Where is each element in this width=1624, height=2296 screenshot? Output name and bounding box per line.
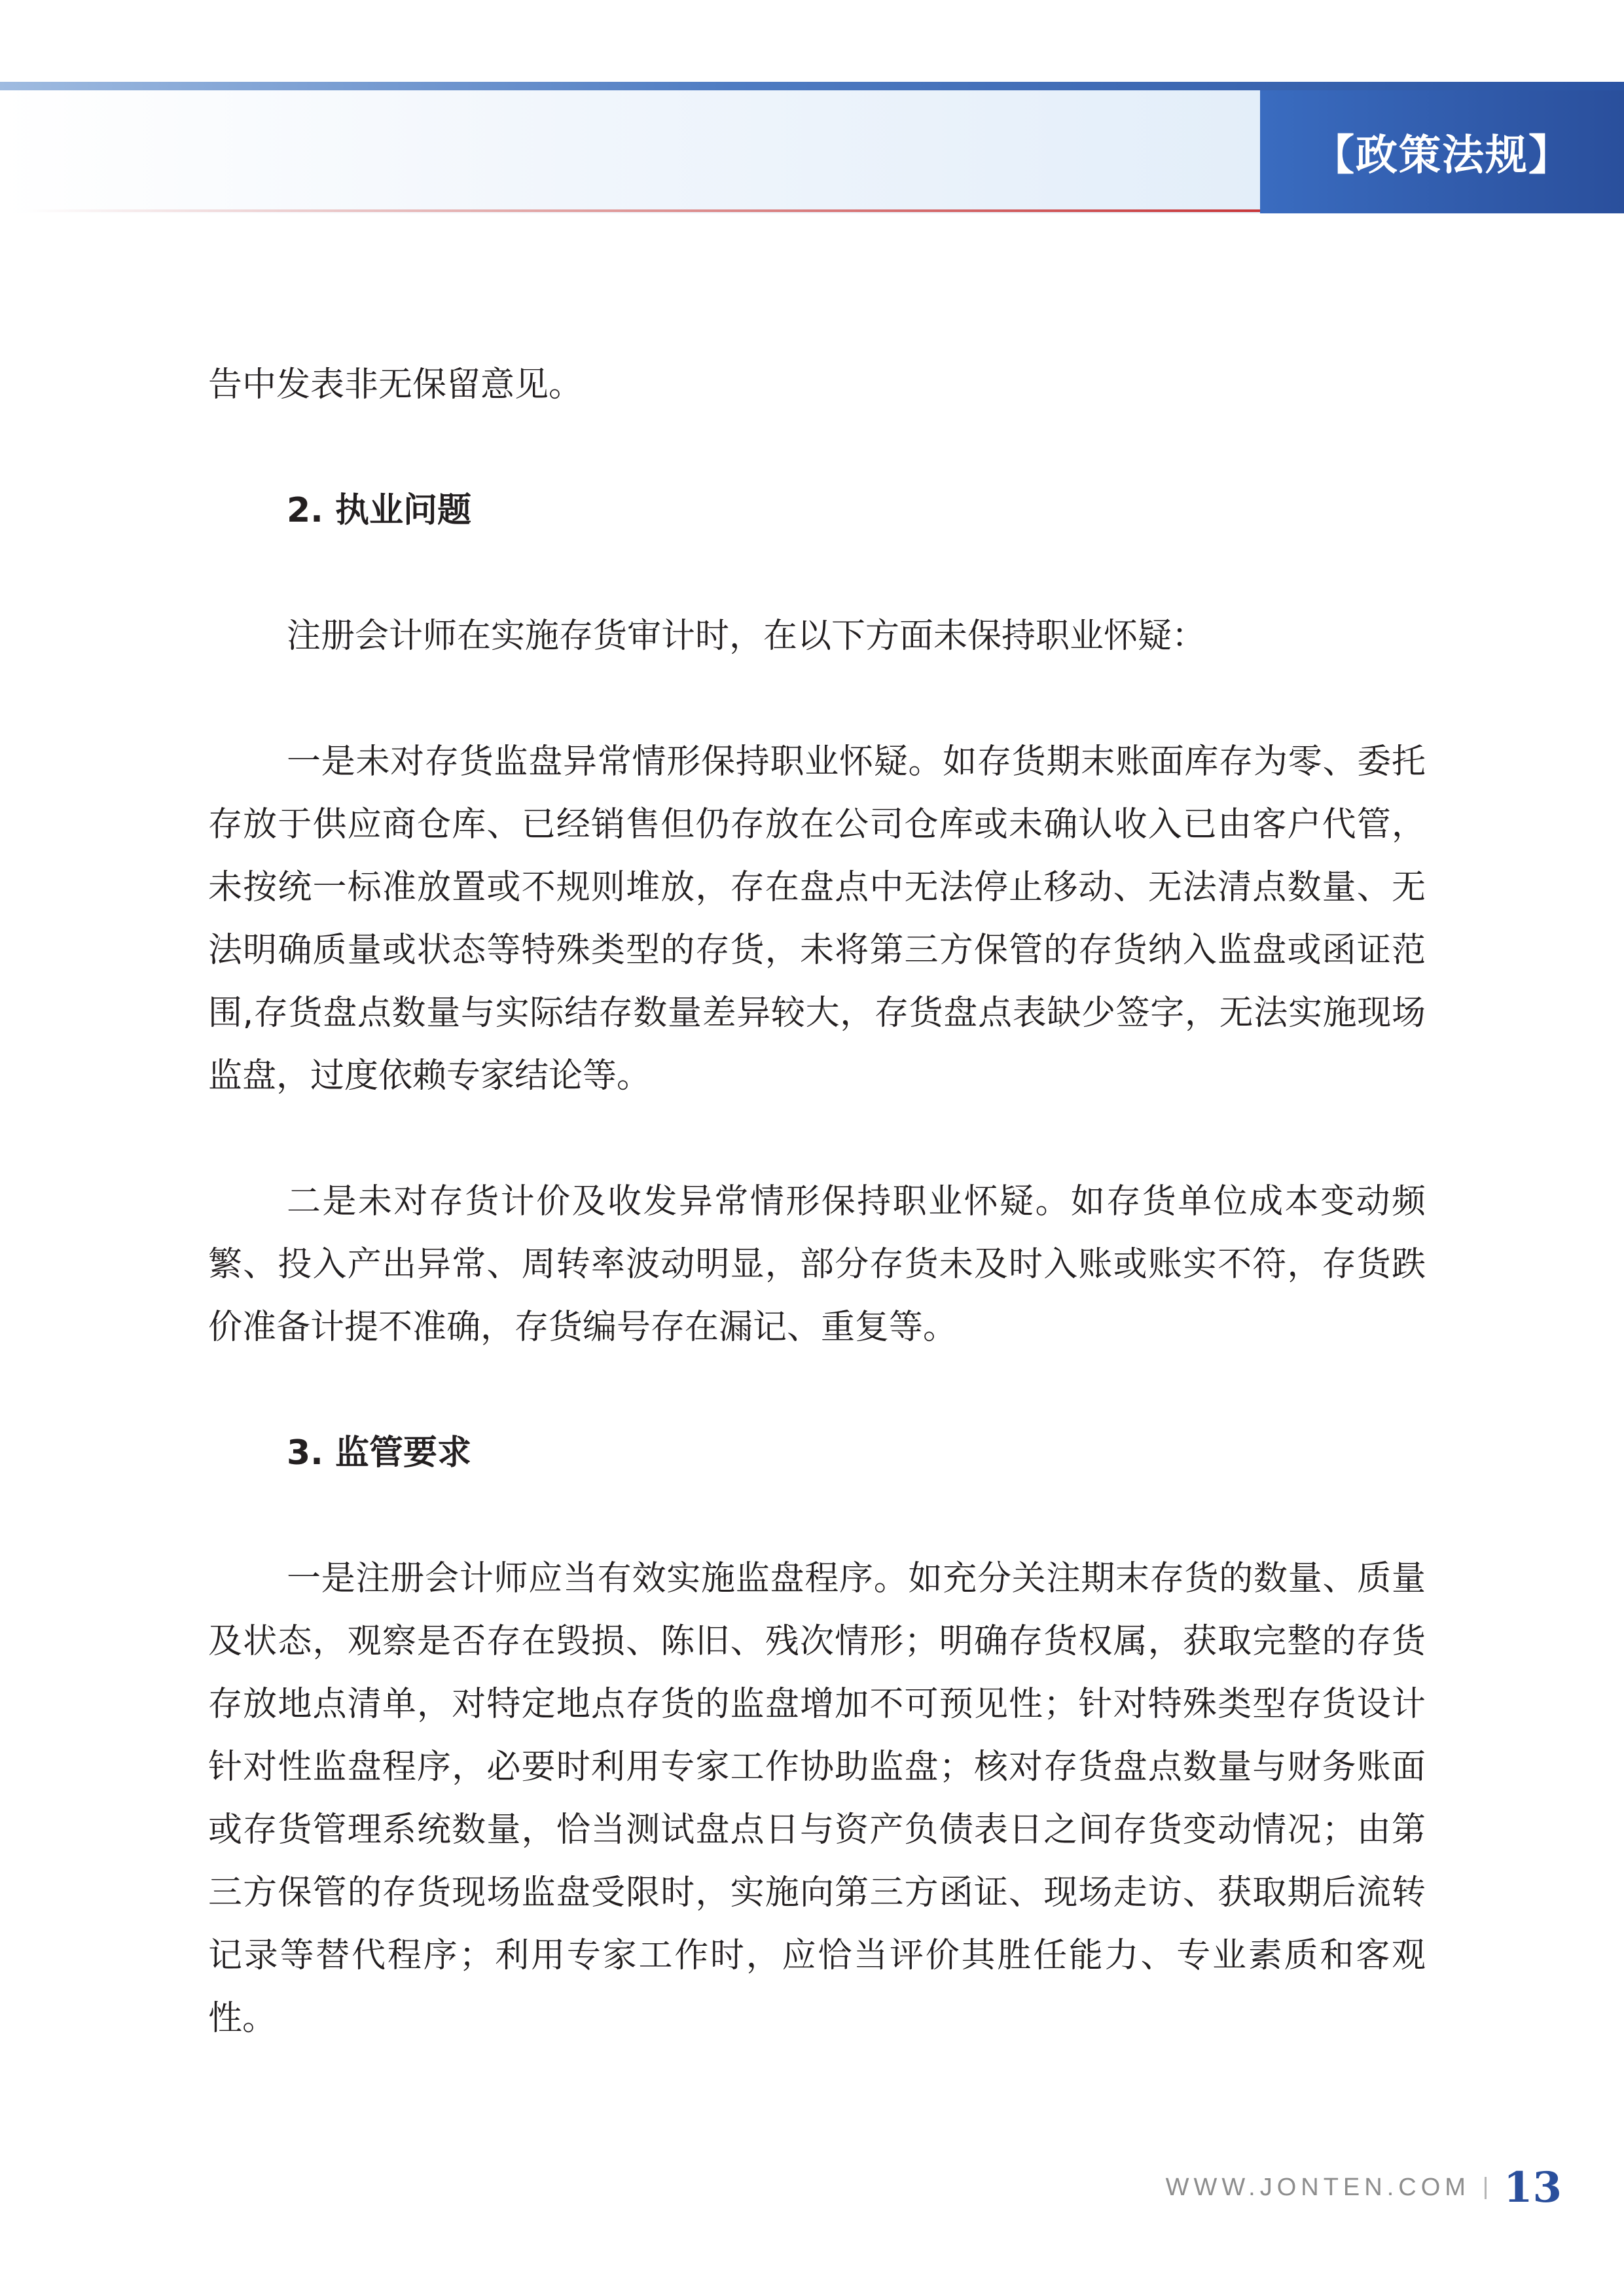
section-heading-2: 2. 执业问题 xyxy=(287,491,472,530)
section-tab xyxy=(1260,90,1624,213)
issue-paragraph-2: 二是未对存货计价及收发异常情形保持职业怀疑。如存货单位成本变动频繁、投入产出异常、周转率波动明显，部分存货未及时入账或账实不符，存货跌价准备计提不准确，存货编号存在漏记、重复等。 xyxy=(208,1182,1426,1347)
page-footer xyxy=(1166,2163,1562,2212)
footer-divider xyxy=(1485,2177,1487,2199)
section-heading-3: 3. 监管要求 xyxy=(287,1433,472,1473)
header-accent-line xyxy=(0,82,1624,90)
website-url: WWW.JONTEN.COM xyxy=(1165,2174,1470,2201)
header-red-rule xyxy=(26,209,1260,212)
article-body xyxy=(208,353,1426,2050)
intro-paragraph: 注册会计师在实施存货审计时，在以下方面未保持职业怀疑： xyxy=(287,617,1206,656)
continuation-paragraph: 告中发表非无保留意见。 xyxy=(208,365,583,404)
page-number: 13 xyxy=(1503,2163,1562,2212)
section-label: 【政策法规】 xyxy=(1312,131,1572,180)
requirement-paragraph-1: 一是注册会计师应当有效实施监盘程序。如充分关注期末存货的数量、质量及状态，观察是否存在毁损、陈旧、残次情形；明确存货权属，获取完整的存货存放地点清单，对特定地点存货的监盘增加不可预见性；针对特殊类型存货设计针对性监盘程序，必要时利用专家工作协助监盘；核对存货盘点数量与财务账面或存货管理系统数量，恰当测试盘点日与资产负债表日之间存货变动情况；由第三方保管的存货现场监盘受限时，实施向第三方函证、现场走访、获取期后流转记录等替代程序；利用专家工作时，应恰当评价其胜任能力、专业素质和客观性。 xyxy=(208,1559,1426,2038)
issue-paragraph-1: 一是未对存货监盘异常情形保持职业怀疑。如存货期末账面库存为零、委托存放于供应商仓库、已经销售但仍存放在公司仓库或未确认收入已由客户代管，未按统一标准放置或不规则堆放，存在盘点中无法停止移动、无法清点数量、无法明确质量或状态等特殊类型的存货，未将第三方保管的存货纳入监盘或函证范围,存货盘点数量与实际结存数量差异较大，存货盘点表缺少签字，无法实施现场监盘，过度依赖专家结论等。 xyxy=(208,742,1426,1096)
header-band xyxy=(0,90,1260,213)
